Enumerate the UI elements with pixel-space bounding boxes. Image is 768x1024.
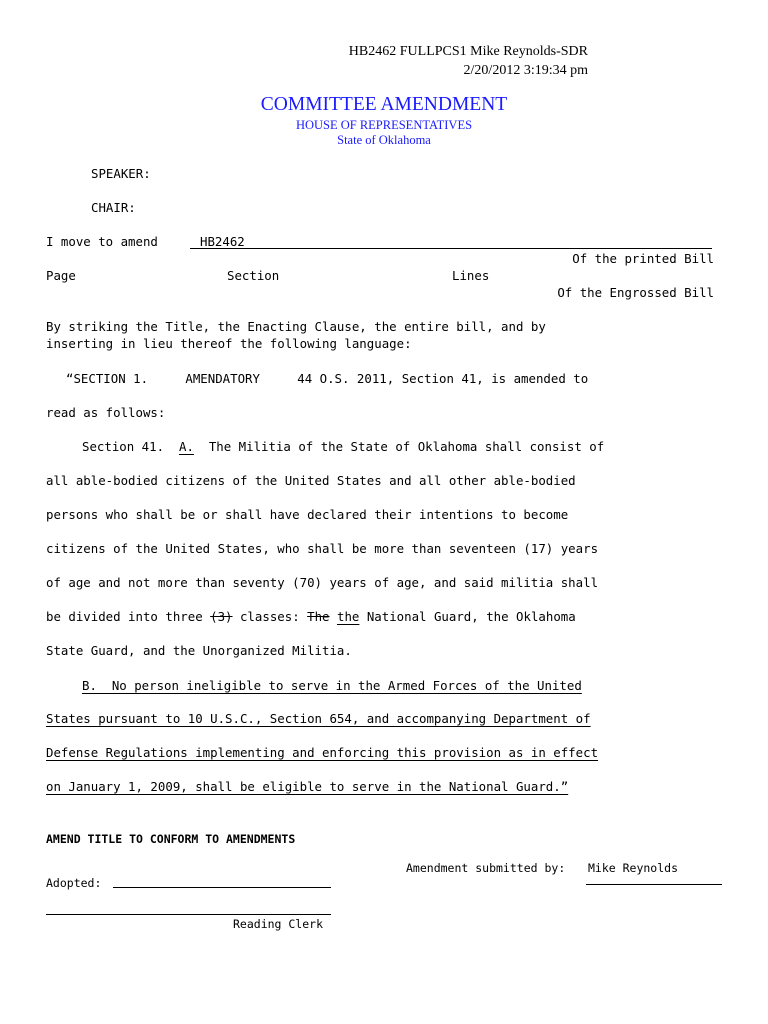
subsection-b-line-3: Defense Regulations implementing and enforcing this provision as in effect <box>46 745 599 760</box>
section-41-text: The Militia of the State of Oklahoma shall consist of <box>193 439 605 454</box>
read-as-follows: read as follows: <box>46 405 166 420</box>
intro-line-1: By striking the Title, the Enacting Clause, the entire bill, and by <box>46 319 546 334</box>
bill-reference: HB2462 FULLPCS1 Mike Reynolds-SDR <box>348 44 588 59</box>
line-6-text-b: classes: <box>232 609 308 624</box>
chamber-name: HOUSE OF REPRESENTATIVES <box>295 118 473 132</box>
section-41-line-3: persons who shall be or shall have declared their intentions to become <box>46 507 569 522</box>
adopted-line <box>113 887 331 888</box>
line-6-text-c: National Guard, the Oklahoma <box>359 609 576 624</box>
section-41-line-4: citizens of the United States, who shall be more than seventeen (17) years <box>46 541 599 556</box>
printed-bill-label: Of the printed Bill <box>572 251 714 266</box>
line-6-space <box>330 609 337 624</box>
section-heading: “SECTION 1. AMENDATORY 44 O.S. 2011, Section 41, is amended to <box>66 371 589 386</box>
section-41-line-2: all able-bodied citizens of the United States and all other able-bodied <box>46 473 576 488</box>
lines-label: Lines <box>452 268 490 283</box>
submitted-by-name: Mike Reynolds <box>588 861 679 875</box>
document-datetime: 2/20/2012 3:19:34 pm <box>463 63 588 78</box>
subsection-b-line-1: B. No person ineligible to serve in the Armed Forces of the United <box>82 678 582 693</box>
amend-title-instruction: AMEND TITLE TO CONFORM TO AMENDMENTS <box>46 832 296 846</box>
adopted-label: Adopted: <box>46 876 102 890</box>
inserted-text-the: the <box>336 609 360 624</box>
bill-number-underline <box>190 248 712 249</box>
subsection-b-line-2: States pursuant to 10 U.S.C., Section 654, and accompanying Department of <box>46 711 591 726</box>
move-to-amend-label: I move to amend <box>46 234 158 249</box>
subsection-b-line-4: on January 1, 2009, shall be eligible to serve in the National Guard.” <box>46 779 569 794</box>
section-41-line-7: State Guard, and the Unorganized Militia. <box>46 643 352 658</box>
subsection-a-inserted: A. <box>178 439 194 454</box>
document-title: COMMITTEE AMENDMENT <box>260 94 508 115</box>
bill-number: HB2462 <box>200 234 245 249</box>
reading-clerk-label: Reading Clerk <box>233 917 324 931</box>
state-name: State of Oklahoma <box>337 133 431 147</box>
section-41-label: Section 41. <box>82 439 179 454</box>
line-6-text-a: be divided into three <box>46 609 211 624</box>
chair-label: CHAIR: <box>91 200 136 215</box>
section-41-line-5: of age and not more than seventy (70) years of age, and said militia shall <box>46 575 599 590</box>
submitted-by-signature-line <box>586 884 722 885</box>
struck-text-the: The <box>307 609 330 624</box>
section-label: Section <box>227 268 280 283</box>
intro-line-2: inserting in lieu thereof the following language: <box>46 336 412 351</box>
submitted-by-label: Amendment submitted by: <box>406 861 566 875</box>
page-label: Page <box>46 268 76 283</box>
section-41-line-6 <box>46 609 576 624</box>
clerk-signature-line <box>46 914 331 915</box>
struck-text-3: (3) <box>210 609 233 624</box>
section-41-line-1 <box>82 439 604 454</box>
engrossed-bill-label: Of the Engrossed Bill <box>557 285 714 300</box>
speaker-label: SPEAKER: <box>91 166 151 181</box>
